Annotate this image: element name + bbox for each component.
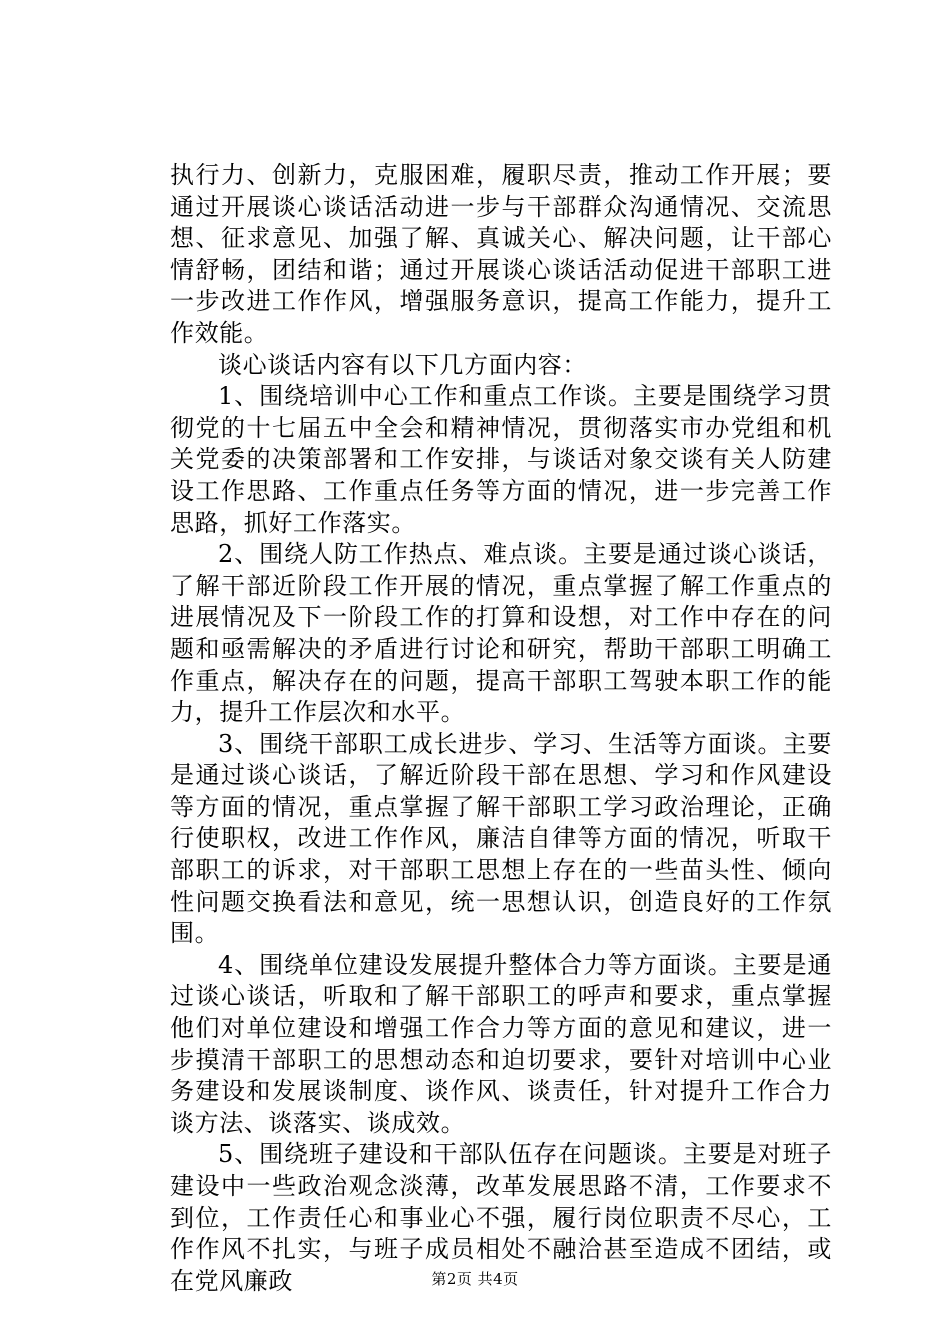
page-footer: [0, 1268, 950, 1289]
paragraph-item-1: 1、围绕培训中心工作和重点工作谈。主要是围绕学习贯彻党的十七届五中全会和精神情况，贯彻落实市办党组和机关党委的决策部署和工作安排，与谈话对象交谈有关人防建设工作思路、工作重点任务等方面的情况，进一步完善工作思路，抓好工作落实。: [170, 382, 832, 537]
paragraph-item-5: 5、围绕班子建设和干部队伍存在问题谈。主要是对班子建设中一些政治观念淡薄，改革发展思路不清，工作要求不到位，工作责任心和事业心不强，履行岗位职责不尽心，工作作风不扎实，与班子成员相处不融洽甚至造成不团结，或在党风廉政: [170, 1140, 832, 1295]
paragraph-continuation: 执行力、创新力，克服困难，履职尽责，推动工作开展；要通过开展谈心谈话活动进一步与干部群众沟通情况、交流思想、征求意见、加强了解、真诚关心、解决问题，让干部心情舒畅，团结和谐；通过开展谈心谈话活动促进干部职工进一步改进工作作风，增强服务意识，提高工作能力，提升工作效能。: [170, 161, 832, 347]
paragraph-intro: 谈心谈话内容有以下几方面内容：: [218, 350, 587, 379]
page-number: 第2页 共4页: [431, 1270, 519, 1288]
paragraph-item-2: 2、围绕人防工作热点、难点谈。主要是通过谈心谈话，了解干部近阶段工作开展的情况，重点掌握了解工作重点的进展情况及下一阶段工作的打算和设想，对工作中存在的问题和亟需解决的矛盾进行讨论和研究，帮助干部职工明确工作重点，解决存在的问题，提高干部职工驾驶本职工作的能力，提升工作层次和水平。: [170, 540, 832, 727]
paragraph-item-4: 4、围绕单位建设发展提升整体合力等方面谈。主要是通过谈心谈话，听取和了解干部职工的呼声和要求，重点掌握他们对单位建设和增强工作合力等方面的意见和建议，进一步摸清干部职工的思想动态和迫切要求，要针对培训中心业务建设和发展谈制度、谈作风、谈责任，针对提升工作合力谈方法、谈落实、谈成效。: [170, 950, 832, 1137]
paragraph-item-3: 3、围绕干部职工成长进步、学习、生活等方面谈。主要是通过谈心谈话，了解近阶段干部在思想、学习和作风建设等方面的情况，重点掌握了解干部职工学习政治理论，正确行使职权，改进工作作风，廉洁自律等方面的情况，听取干部职工的诉求，对干部职工思想上存在的一些苗头性、倾向性问题交换看法和意见，统一思想认识，创造良好的工作氛围。: [170, 729, 832, 948]
document-body: [170, 160, 832, 1297]
